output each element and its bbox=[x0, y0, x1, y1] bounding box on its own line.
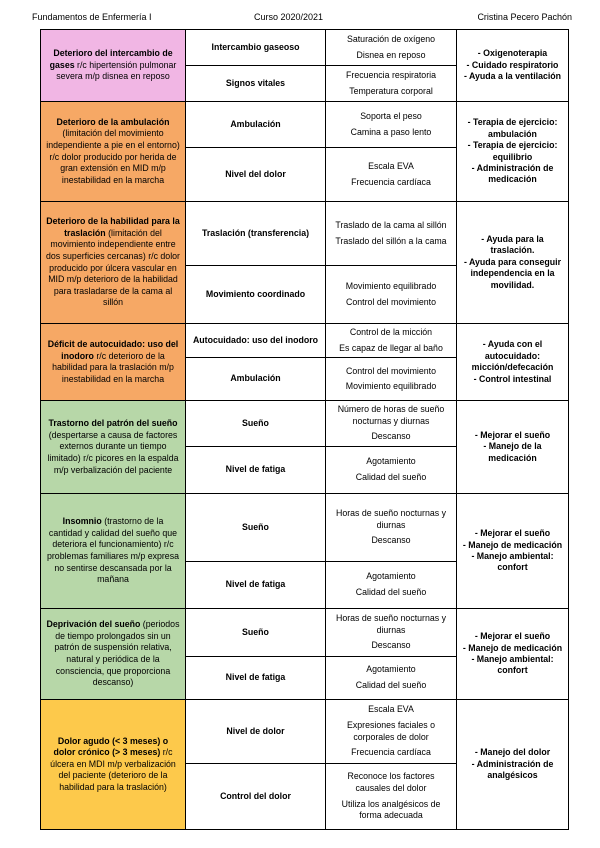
indicators-cell bbox=[326, 66, 457, 102]
indicator: Reconoce los factores causales del dolor bbox=[347, 771, 435, 793]
nic-interventions bbox=[457, 609, 569, 700]
nic-item: - Manejo de medicación bbox=[462, 539, 563, 550]
diagnosis-title: Deterioro de la ambulación bbox=[56, 116, 170, 127]
diagnosis-title: Insomnio bbox=[62, 516, 102, 527]
diagnosis-title: Deterioro del intercambio de gases bbox=[49, 48, 173, 70]
nic-item: - Ayuda para la traslación. bbox=[481, 233, 544, 256]
nic-item: - Mejorar el sueño bbox=[474, 528, 551, 539]
diagnosis-detail: (periodos de tiempo prolongados sin un patrón de suspensión relativa, natural y periódica de la consciencia, que proporciona descanso) bbox=[54, 619, 180, 688]
nic-item: - Manejo del dolor bbox=[474, 747, 551, 758]
header-author: Cristina Pecero Pachón bbox=[477, 12, 572, 22]
noc-outcome: Nivel de fatiga bbox=[186, 447, 326, 494]
diagnosis-row bbox=[41, 202, 569, 266]
diagnosis-title: Deterioro de la habilidad para la traslación bbox=[46, 216, 180, 238]
indicator: Descanso bbox=[371, 535, 411, 546]
nic-interventions bbox=[457, 324, 569, 401]
diagnosis-detail: (limitación del movimiento independiente entre dos superficies cercanas) r/c dolor producido por úlcera vascular en MID m/p deterioro de la habilidad para trasladarse de la cama al sillón bbox=[46, 227, 180, 308]
nursing-diagnosis bbox=[41, 401, 186, 494]
nic-interventions bbox=[457, 494, 569, 609]
indicators-cell bbox=[326, 657, 457, 700]
indicators-cell bbox=[326, 447, 457, 494]
diagnosis-detail: (limitación del movimiento independiente a pie en el entorno) r/c dolor producido por herida de gran extensión en MID m/p inestabilidad en la marcha bbox=[46, 128, 180, 185]
diagnosis-row bbox=[41, 401, 569, 447]
nic-interventions bbox=[457, 700, 569, 830]
nic-interventions bbox=[457, 102, 569, 202]
nursing-diagnosis bbox=[41, 102, 186, 202]
noc-outcome: Intercambio gaseoso bbox=[186, 30, 326, 66]
noc-outcome: Signos vitales bbox=[186, 66, 326, 102]
indicator: Agotamiento bbox=[366, 571, 416, 582]
noc-outcome: Sueño bbox=[186, 401, 326, 447]
nic-item: - Ayuda a la ventilación bbox=[463, 71, 562, 82]
indicator: Calidad del sueño bbox=[355, 587, 427, 598]
noc-outcome: Autocuidado: uso del inodoro bbox=[186, 324, 326, 358]
indicator: Descanso bbox=[371, 640, 411, 651]
indicator: Calidad del sueño bbox=[355, 680, 427, 691]
diagnosis-title: Dolor agudo (< 3 meses) o dolor crónico (> 3 meses) bbox=[53, 735, 169, 758]
indicator: Frecuencia cardíaca bbox=[351, 747, 431, 758]
nic-item: - Terapia de ejercicio: ambulación bbox=[467, 117, 558, 139]
indicator: Agotamiento bbox=[366, 456, 416, 467]
nic-item: - Manejo ambiental: confort bbox=[471, 551, 554, 573]
nursing-diagnosis bbox=[41, 609, 186, 700]
indicators-cell bbox=[326, 494, 457, 562]
diagnosis-row bbox=[41, 102, 569, 148]
indicator: Número de horas de sueño nocturnas y diurnas bbox=[337, 404, 445, 426]
nursing-diagnosis bbox=[41, 494, 186, 609]
diagnosis-row bbox=[41, 494, 569, 562]
noc-outcome: Nivel de dolor bbox=[186, 700, 326, 764]
diagnosis-title: Trastorno del patrón del sueño bbox=[48, 418, 178, 429]
indicators-cell bbox=[326, 102, 457, 148]
nic-item: - Mejorar el sueño bbox=[474, 430, 551, 440]
noc-outcome: Control del dolor bbox=[186, 764, 326, 830]
indicator: Horas de sueño nocturnas y diurnas bbox=[335, 508, 447, 530]
diagnosis-detail: r/c hipertensión pulmonar severa m/p disnea en reposo bbox=[56, 59, 177, 82]
nic-item: - Manejo de la medicación bbox=[483, 441, 542, 463]
nic-item: - Ayuda con el autocuidado: micción/defecación bbox=[471, 339, 554, 373]
diagnosis-detail: (despertarse a causa de factores externos durante un tiempo limitado) r/c picores en la espalda m/p verbalización del paciente bbox=[47, 429, 179, 475]
indicators-cell bbox=[326, 562, 457, 609]
diagnosis-detail: r/c deterioro de la habilidad para la traslación m/p inestabilidad en la marcha bbox=[52, 350, 174, 384]
diagnosis-row bbox=[41, 30, 569, 66]
nic-interventions bbox=[457, 30, 569, 102]
indicator: Temperatura corporal bbox=[349, 85, 433, 96]
nursing-diagnosis bbox=[41, 202, 186, 324]
diagnosis-row bbox=[41, 324, 569, 358]
nic-item: - Terapia de ejercicio: equilibrio bbox=[467, 140, 558, 162]
nic-item: - Oxigenoterapia bbox=[477, 48, 548, 59]
indicator: Escala EVA bbox=[368, 160, 414, 171]
indicator: Utiliza los analgésicos de forma adecuada bbox=[341, 798, 441, 821]
noc-outcome: Ambulación bbox=[186, 358, 326, 401]
indicator: Saturación de oxígeno bbox=[346, 33, 436, 44]
indicator: Horas de sueño nocturnas y diurnas bbox=[335, 613, 447, 635]
indicators-cell bbox=[326, 202, 457, 266]
indicator: Expresiones faciales o corporales de dolor bbox=[346, 719, 436, 742]
indicators-cell bbox=[326, 324, 457, 358]
indicators-cell bbox=[326, 764, 457, 830]
indicator: Control del movimiento bbox=[346, 296, 436, 307]
indicators-cell bbox=[326, 358, 457, 401]
indicator: Soporta el peso bbox=[360, 110, 422, 121]
nursing-diagnosis bbox=[41, 700, 186, 830]
indicators-cell bbox=[326, 700, 457, 764]
indicator: Movimiento equilibrado bbox=[345, 381, 437, 392]
diagnosis-detail: r/c úlcera en MDI m/p verbalización del paciente (deterioro de la habilidad para la traslación) bbox=[50, 747, 176, 792]
indicator: Traslado del sillón a la cama bbox=[335, 235, 447, 246]
diagnosis-row bbox=[41, 609, 569, 657]
noc-outcome: Nivel del dolor bbox=[186, 148, 326, 202]
nic-item: - Administración de medicación bbox=[471, 162, 554, 185]
diagnosis-row bbox=[41, 700, 569, 764]
indicator: Calidad del sueño bbox=[355, 472, 427, 483]
nursing-diagnosis bbox=[41, 324, 186, 401]
indicator: Control de la micción bbox=[349, 327, 433, 337]
noc-outcome: Nivel de fatiga bbox=[186, 657, 326, 700]
nic-interventions bbox=[457, 401, 569, 494]
noc-outcome: Ambulación bbox=[186, 102, 326, 148]
nic-item: - Ayuda para conseguir independencia en la movilidad. bbox=[463, 256, 562, 290]
nic-item: - Mejorar el sueño bbox=[474, 631, 551, 642]
diagnosis-title: Déficit de autocuidado: uso del inodoro bbox=[47, 338, 179, 361]
nic-item: - Cuidado respiratorio bbox=[466, 59, 559, 70]
nursing-diagnosis bbox=[41, 30, 186, 102]
header-course: Curso 2020/2021 bbox=[254, 12, 324, 22]
noc-outcome: Nivel de fatiga bbox=[186, 562, 326, 609]
indicator: Movimiento equilibrado bbox=[345, 280, 437, 291]
indicators-cell bbox=[326, 148, 457, 202]
nic-item: - Control intestinal bbox=[473, 373, 552, 384]
noc-outcome: Traslación (transferencia) bbox=[186, 202, 326, 266]
indicators-cell bbox=[326, 266, 457, 324]
diagnosis-title: Deprivación del sueño bbox=[46, 619, 141, 630]
indicator: Frecuencia cardíaca bbox=[351, 176, 431, 187]
nic-interventions bbox=[457, 202, 569, 324]
indicator: Camina a paso lento bbox=[350, 126, 432, 137]
indicators-cell bbox=[326, 609, 457, 657]
indicator: Escala EVA bbox=[368, 704, 414, 715]
indicator: Frecuencia respiratoria bbox=[346, 69, 436, 80]
nic-item: - Manejo de medicación bbox=[462, 642, 563, 653]
indicator: Agotamiento bbox=[366, 664, 416, 675]
header-subject: Fundamentos de Enfermería I bbox=[32, 12, 152, 22]
nic-item: - Manejo ambiental: confort bbox=[471, 654, 554, 676]
care-plan-table bbox=[40, 29, 569, 830]
indicator: Disnea en reposo bbox=[356, 49, 426, 60]
indicator: Es capaz de llegar al baño bbox=[339, 342, 443, 353]
indicators-cell bbox=[326, 401, 457, 447]
indicators-cell bbox=[326, 30, 457, 66]
noc-outcome: Movimiento coordinado bbox=[186, 266, 326, 324]
noc-outcome: Sueño bbox=[186, 494, 326, 562]
indicator: Traslado de la cama al sillón bbox=[335, 219, 447, 230]
noc-outcome: Sueño bbox=[186, 609, 326, 657]
indicator: Control del movimiento bbox=[346, 365, 436, 376]
diagnosis-detail: (trastorno de la cantidad y calidad del sueño que deteriora el funcionamiento) r/c problemas familiares m/p expresa no sentirse descansada por la mañana bbox=[46, 516, 179, 585]
indicator: Descanso bbox=[371, 431, 411, 442]
nic-item: - Administración de analgésicos bbox=[471, 758, 554, 781]
